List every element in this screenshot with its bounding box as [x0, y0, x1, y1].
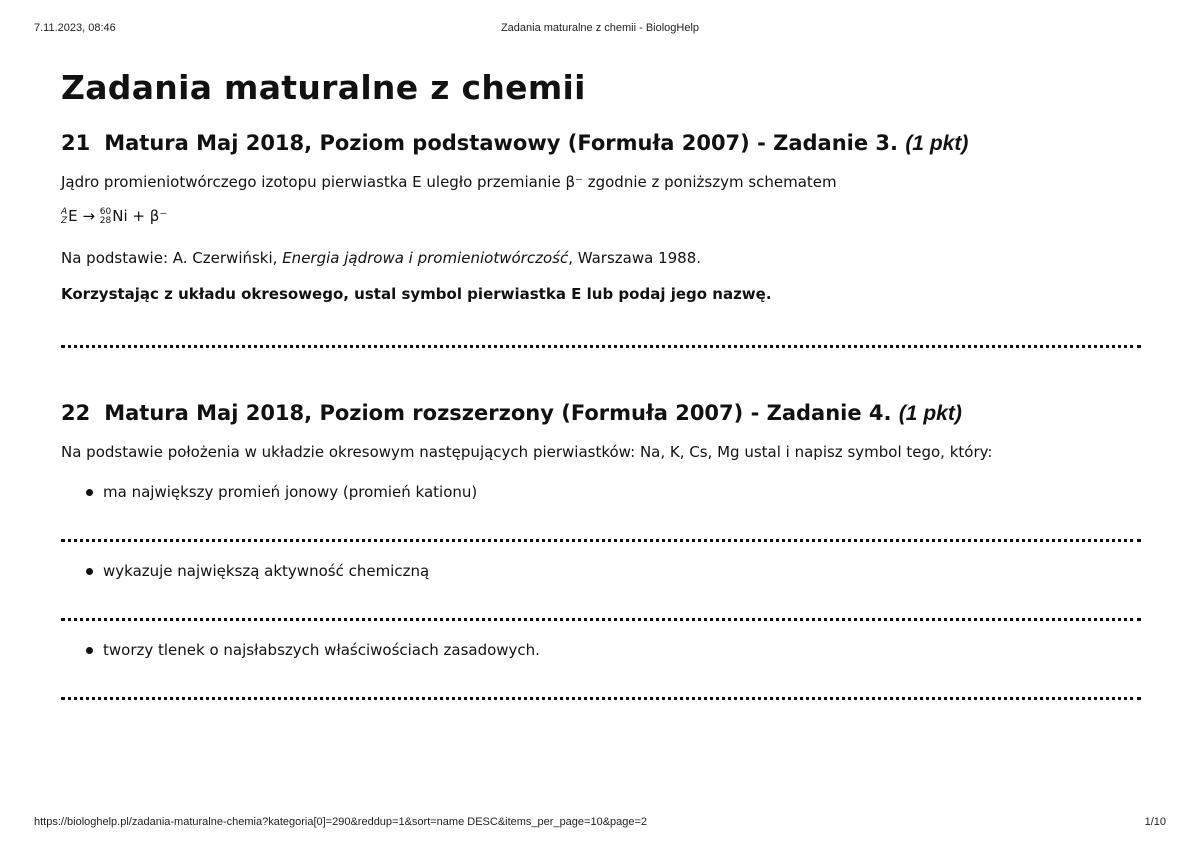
element-ni: Ni [112, 207, 128, 225]
list-item: tworzy tlenek o najsłabszych właściwościach zasadowych. [61, 639, 1141, 661]
element-e: E [68, 207, 78, 225]
task-22-title [61, 398, 1141, 429]
source-book-title: Energia jądrowa i promieniotwórczość [282, 249, 569, 267]
task-21-intro: Jądro promieniotwórczego izotopu pierwiastka E uległo przemianie β⁻ zgodnie z poniższym schematem [61, 173, 837, 191]
task-22-subtasks [61, 481, 1141, 503]
nuclear-equation [61, 205, 1141, 227]
task-22-subtasks [61, 639, 1141, 661]
task-22-subtasks [61, 560, 1141, 582]
task-22 [61, 398, 1141, 700]
arrow-symbol: → [82, 207, 96, 225]
mass-number-a: A [61, 206, 68, 217]
task-number: 21 [61, 131, 91, 155]
answer-line [61, 345, 1141, 348]
task-title-text: Matura Maj 2018, Poziom rozszerzony (Formuła 2007) - Zadanie 4. [104, 401, 892, 425]
print-page-number: 1/10 [1144, 816, 1166, 828]
task-22-instruction: Na podstawie położenia w układzie okresowym następujących pierwiastków: Na, K, Cs, Mg ustal i napisz symbol tego, który: [61, 443, 993, 461]
task-number: 22 [61, 401, 91, 425]
page-title: Zadania maturalne z chemii [61, 68, 586, 107]
task-points: (1 pkt) [905, 132, 969, 155]
atomic-number-z: Z [61, 215, 68, 226]
equation-a-z [61, 208, 67, 226]
beta-particle: + β⁻ [132, 207, 168, 225]
document-content [61, 60, 1141, 700]
mass-number-60: 60 [99, 206, 112, 217]
task-title-text: Matura Maj 2018, Poziom podstawowy (Formuła 2007) - Zadanie 3. [104, 131, 898, 155]
print-url: https://biologhelp.pl/zadania-maturalne-chemia?kategoria[0]=290&reddup=1&sort=name DESC&items_per_page=10&page=2 [34, 816, 648, 828]
atomic-number-28: 28 [99, 215, 112, 226]
task-21-title [61, 128, 1141, 159]
task-points: (1 pkt) [898, 402, 962, 425]
print-page-title: Zadania maturalne z chemii - BiologHelp [500, 22, 700, 34]
list-item: ma największy promień jonowy (promień kationu) [61, 481, 1141, 503]
source-suffix: , Warszawa 1988. [568, 249, 702, 267]
answer-line [61, 539, 1141, 542]
source-citation [61, 247, 1141, 269]
task-21-instruction: Korzystając z układu okresowego, ustal symbol pierwiastka E lub podaj jego nazwę. [61, 285, 772, 303]
answer-line [61, 697, 1141, 700]
print-datetime: 7.11.2023, 08:46 [34, 22, 116, 34]
task-21 [61, 128, 1141, 348]
equation-ni-numbers [100, 208, 111, 226]
answer-line [61, 618, 1141, 621]
list-item: wykazuje największą aktywność chemiczną [61, 560, 1141, 582]
source-prefix: Na podstawie: A. Czerwiński, [61, 249, 283, 267]
